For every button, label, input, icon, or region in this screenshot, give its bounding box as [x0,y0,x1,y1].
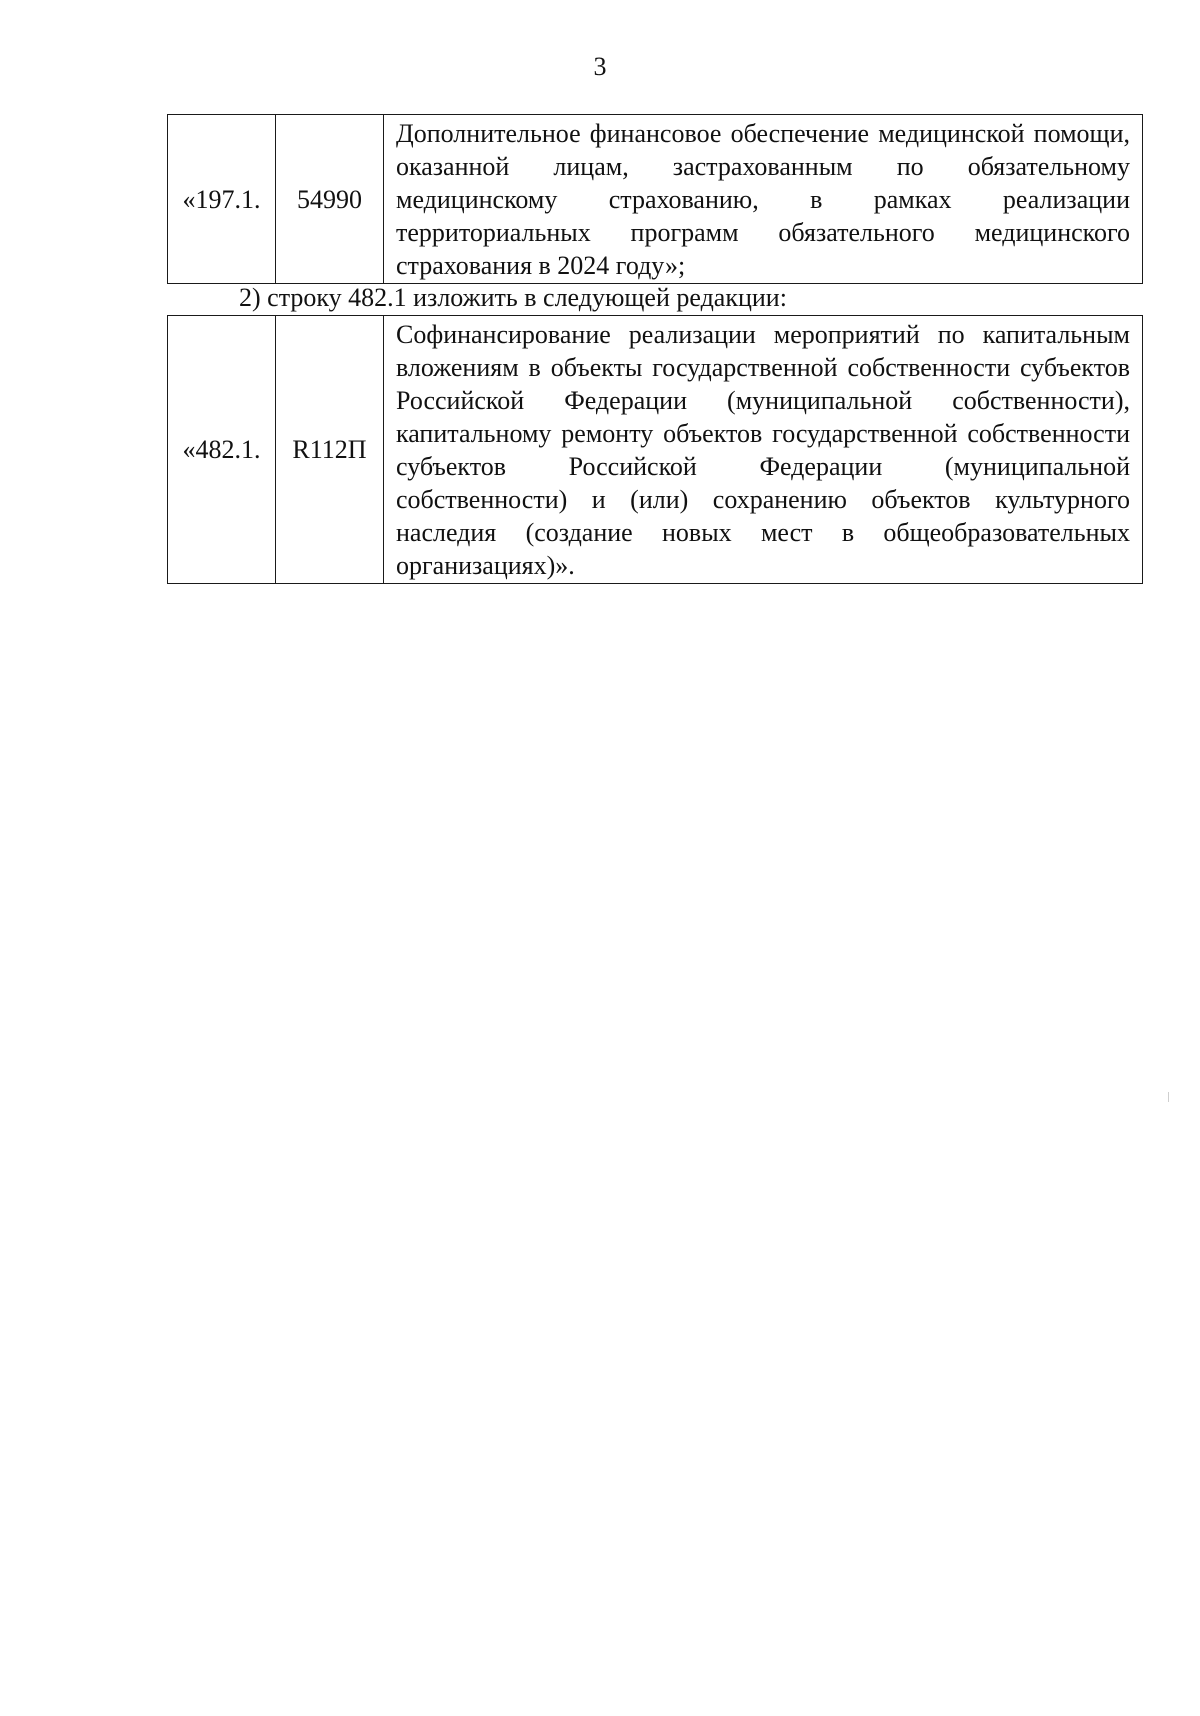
amendment-instruction: 2) строку 482.1 изложить в следующей редакции: [239,283,787,312]
row-number-cell: «482.1. [168,316,276,584]
budget-code-table-row-197-1 [167,114,1143,284]
description-cell: Софинансирование реализации мероприятий по капитальным вложениям в объекты государственной собственности субъектов Российской Федерации (муниципальной собственности), капитальному ремонту объектов государственной собственности субъектов Российской Федерации (муниципальной собственности) и (или) сохранению объектов культурного наследия (создание новых мест в общеобразовательных организациях)». [384,316,1143,584]
code-cell: 54990 [276,115,384,284]
table-row [168,115,1143,284]
row-number-cell: «197.1. [168,115,276,284]
scan-artifact [1168,1092,1169,1102]
table-row [168,316,1143,584]
budget-code-table-row-482-1 [167,315,1143,584]
page-number: 3 [593,52,607,81]
description-cell: Дополнительное финансовое обеспечение медицинской помощи, оказанной лицам, застрахованным по обязательному медицинскому страхованию, в рамках реализации территориальных программ обязательного медицинского страхования в 2024 году»; [384,115,1143,284]
code-cell: R112П [276,316,384,584]
